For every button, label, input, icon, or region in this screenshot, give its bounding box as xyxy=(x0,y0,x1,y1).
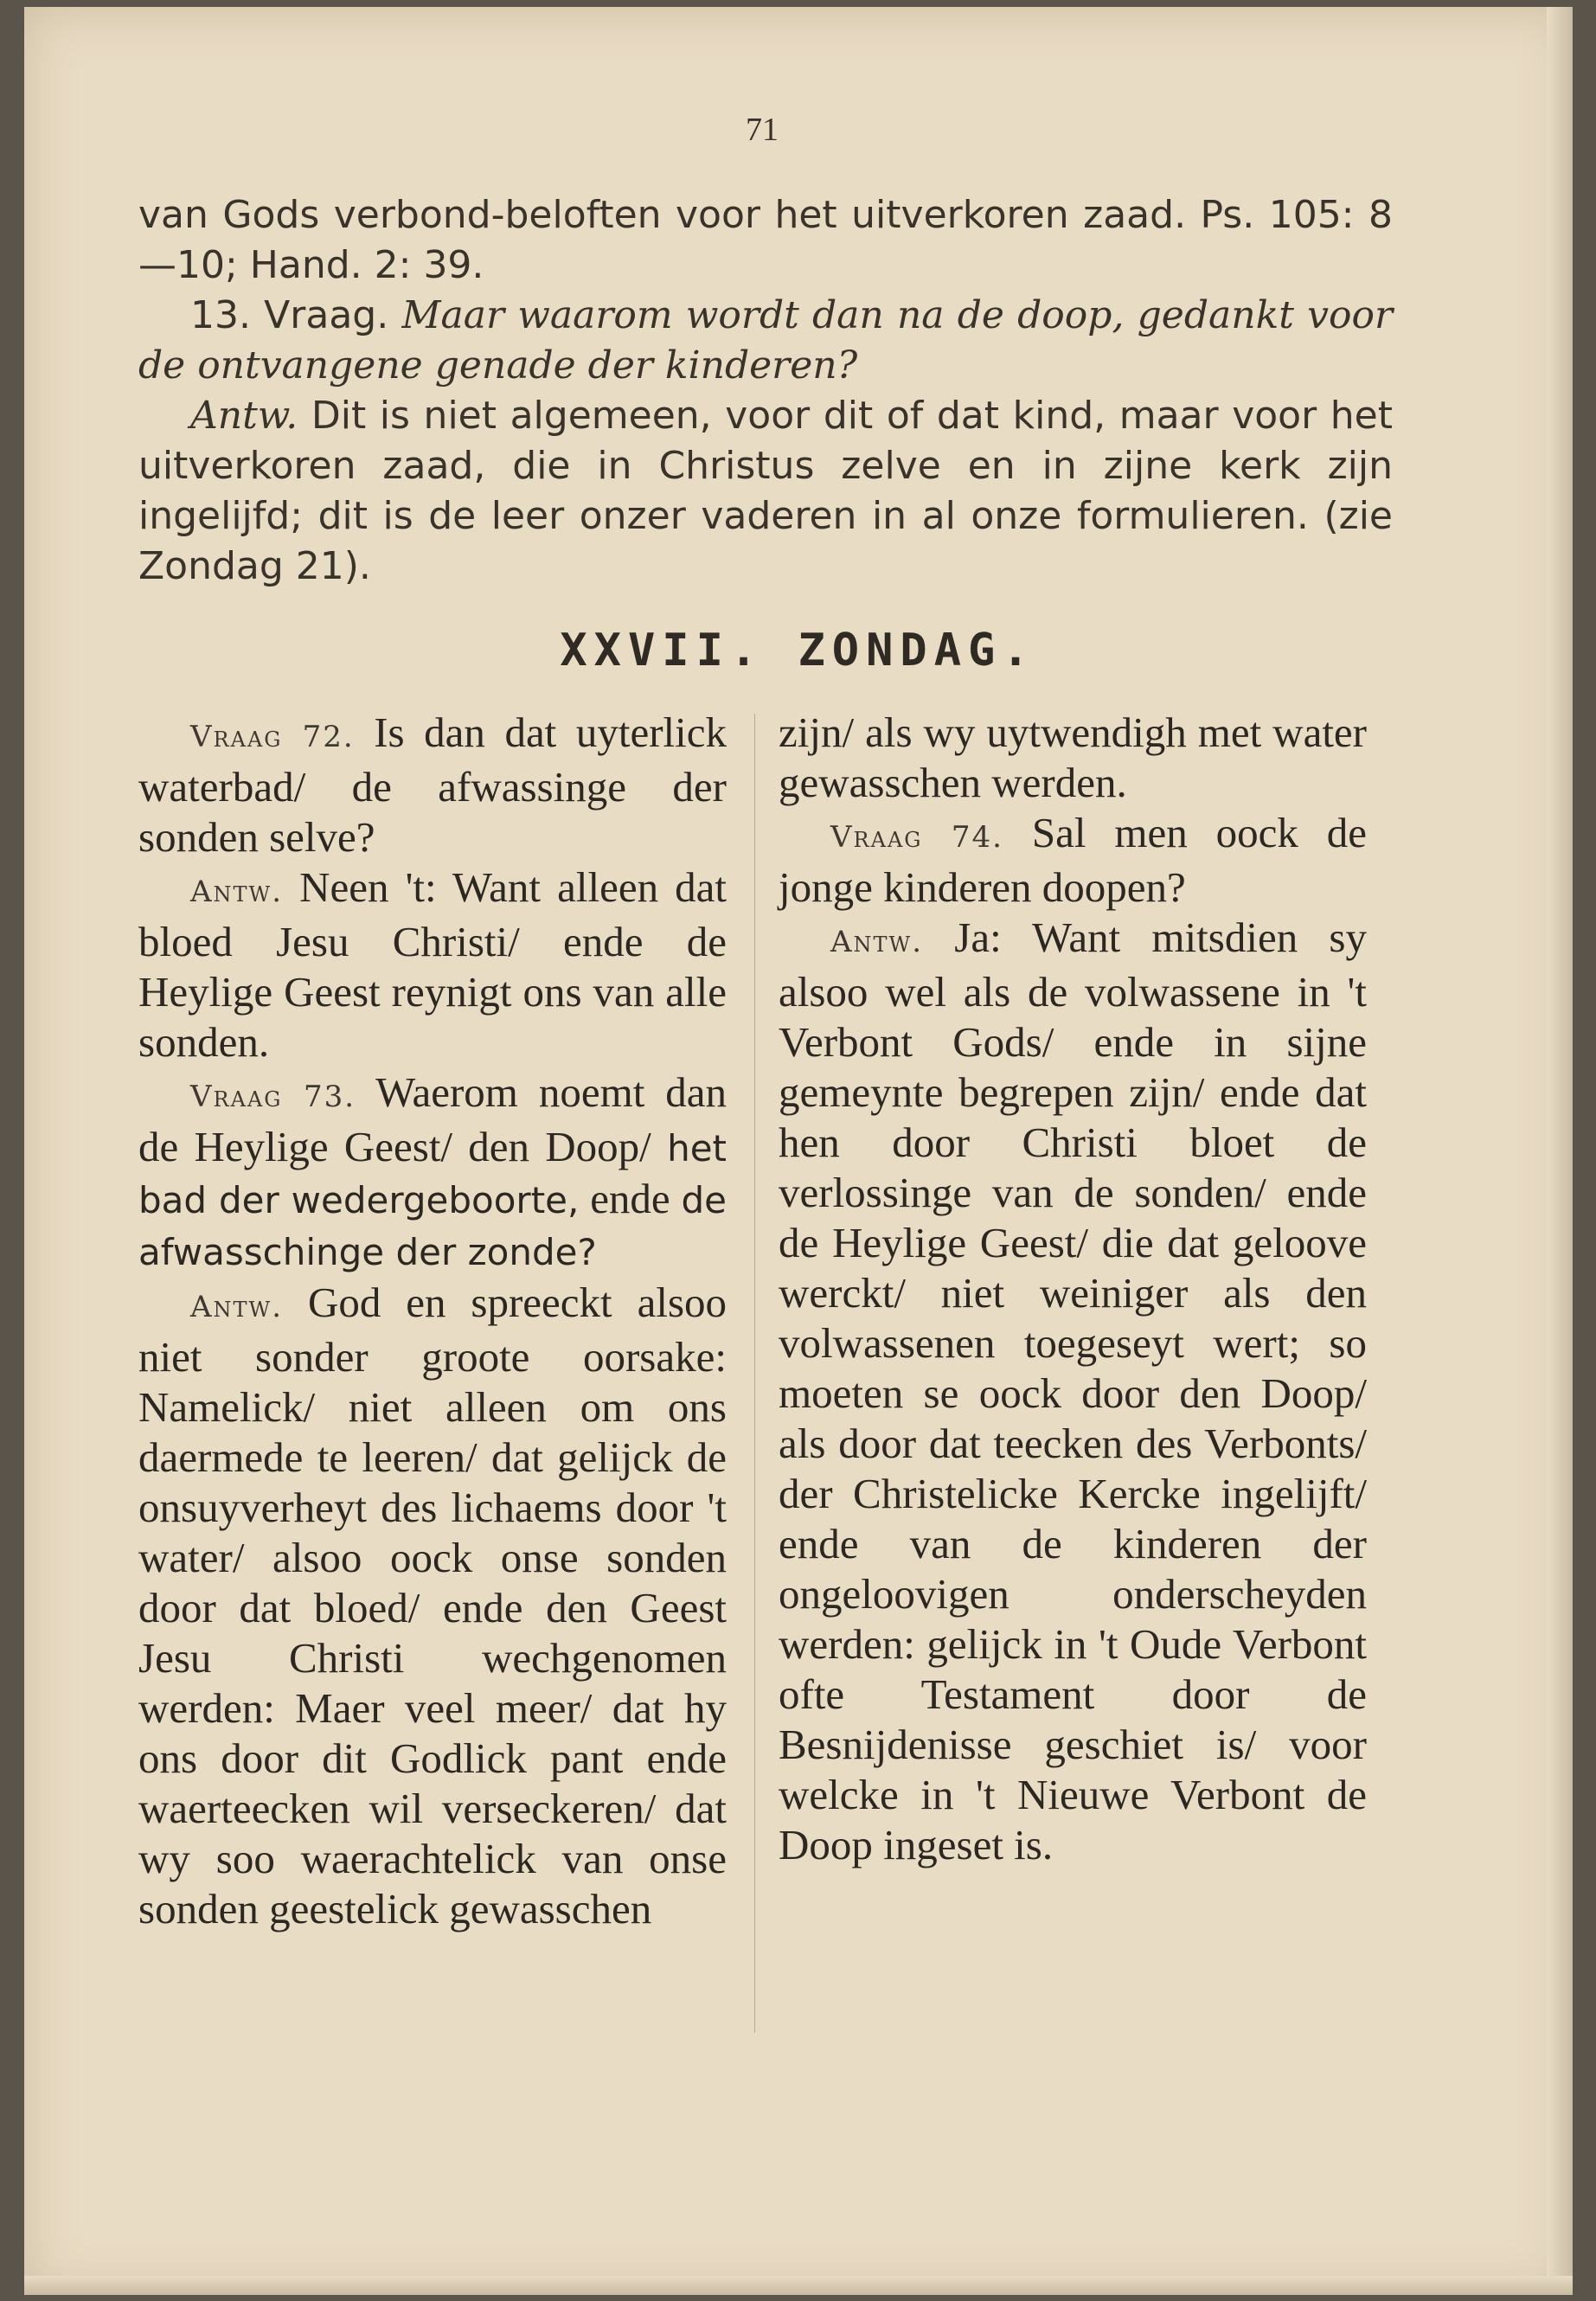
question-72 xyxy=(138,708,727,862)
section-heading: XXVII. ZONDAG. xyxy=(560,625,1036,676)
answer-73 xyxy=(138,1278,727,1934)
intro-text xyxy=(138,190,1393,291)
intro-block xyxy=(138,190,1393,592)
answer-13-label: Antw. xyxy=(190,394,298,438)
intro-line-2: Ps. 105: 8—10; Hand. 2: 39. xyxy=(138,193,1393,287)
answer-73-text: God en spreeckt alsoo niet sonder groote oorsake: Namelick/ niet alleen om ons daermede te leeren/ dat gelijck de onsuyverheyt des lichaems door 't water/ alsoo oock onse sonden door dat bloed/ ende den Geest Jesu Christi wechgenomen werden: Maer veel meer/ dat hy ons door dit Godlick pant ende waerteecken wil verseckeren/ dat wy soo waerachtelick van onse sonden geestelick gewasschen xyxy=(138,1279,727,1932)
answer-74-text: Ja: Want mitsdien sy alsoo wel als de volwassene in 't Verbont Gods/ ende in sijne gemeynte begrepen zijn/ ende dat hen door Christi bloet de verlossinge van de sonden/ ende de Heylige Geest/ die dat geloove werckt/ niet weiniger als den volwassenen toegeseyt wert; so moeten se oock door den Doop/ als door dat teecken des Verbonts/ der Christelicke Kercke ingelijft/ ende van de kinderen der ongeloovigen onderscheyden werden: gelijck in 't Oude Verbont ofte Testament door de Besnijdenisse geschiet is/ voor welcke in 't Nieuwe Verbont de Doop ingeset is. xyxy=(779,913,1367,1868)
column-divider xyxy=(754,714,755,2033)
page-edge-bottom xyxy=(24,2276,1573,2295)
left-column xyxy=(138,708,727,1934)
answer-72-text: Neen 't: Want alleen dat bloed Jesu Christi/ ende de Heylige Geest reynigt ons van alle sonden. xyxy=(138,863,727,1066)
question-73 xyxy=(138,1067,727,1278)
answer-74-label: Antw. xyxy=(830,925,924,959)
answer-72-label: Antw. xyxy=(190,875,284,909)
question-13-text: Maar waarom wordt dan na de doop, gedankt voor de ontvangene genade der kinderen? xyxy=(138,293,1393,388)
answer-74 xyxy=(779,913,1367,1870)
question-74-label: Vraag 74. xyxy=(830,820,1003,855)
question-72-label: Vraag 72. xyxy=(190,720,355,754)
question-74-text: Sal men oock de jonge kinderen doopen? xyxy=(779,809,1368,911)
answer-73-continued: zijn/ als wy uytwendigh met water gewasschen werden. xyxy=(779,708,1367,806)
page-edge-right xyxy=(1547,7,1573,2295)
page-number: 71 xyxy=(746,112,779,148)
answer-72 xyxy=(138,862,727,1067)
question-73-text-2: ende xyxy=(590,1175,670,1222)
question-73-roman-text-2: de afwasschinge der zonde? xyxy=(138,1179,727,1273)
question-73-roman-text: het bad der wedergeboorte, xyxy=(138,1127,727,1221)
answer-73-label: Antw. xyxy=(190,1290,284,1324)
answer-13-text: Dit is niet algemeen, voor dit of dat kind, maar voor het uitverkoren zaad, die in Christus zelve en in zijne kerk zijn ingelijfd; dit is de leer onzer vaderen in al onze formulieren. (zie Zondag 21). xyxy=(138,394,1393,588)
question-73-text: Waerom noemt dan de Heylige Geest/ den Doop/ xyxy=(138,1068,727,1170)
right-column xyxy=(779,708,1367,1870)
question-13 xyxy=(138,291,1393,391)
intro-line-1: van Gods verbond-beloften voor het uitverkoren zaad. xyxy=(138,193,1187,237)
answer-13 xyxy=(138,391,1393,592)
question-72-text: Is dan dat uyterlick waterbad/ de afwassinge der sonden selve? xyxy=(138,708,727,861)
question-73-label: Vraag 73. xyxy=(190,1080,356,1114)
question-74 xyxy=(779,808,1367,913)
question-13-prefix: 13. Vraag. xyxy=(190,293,389,337)
